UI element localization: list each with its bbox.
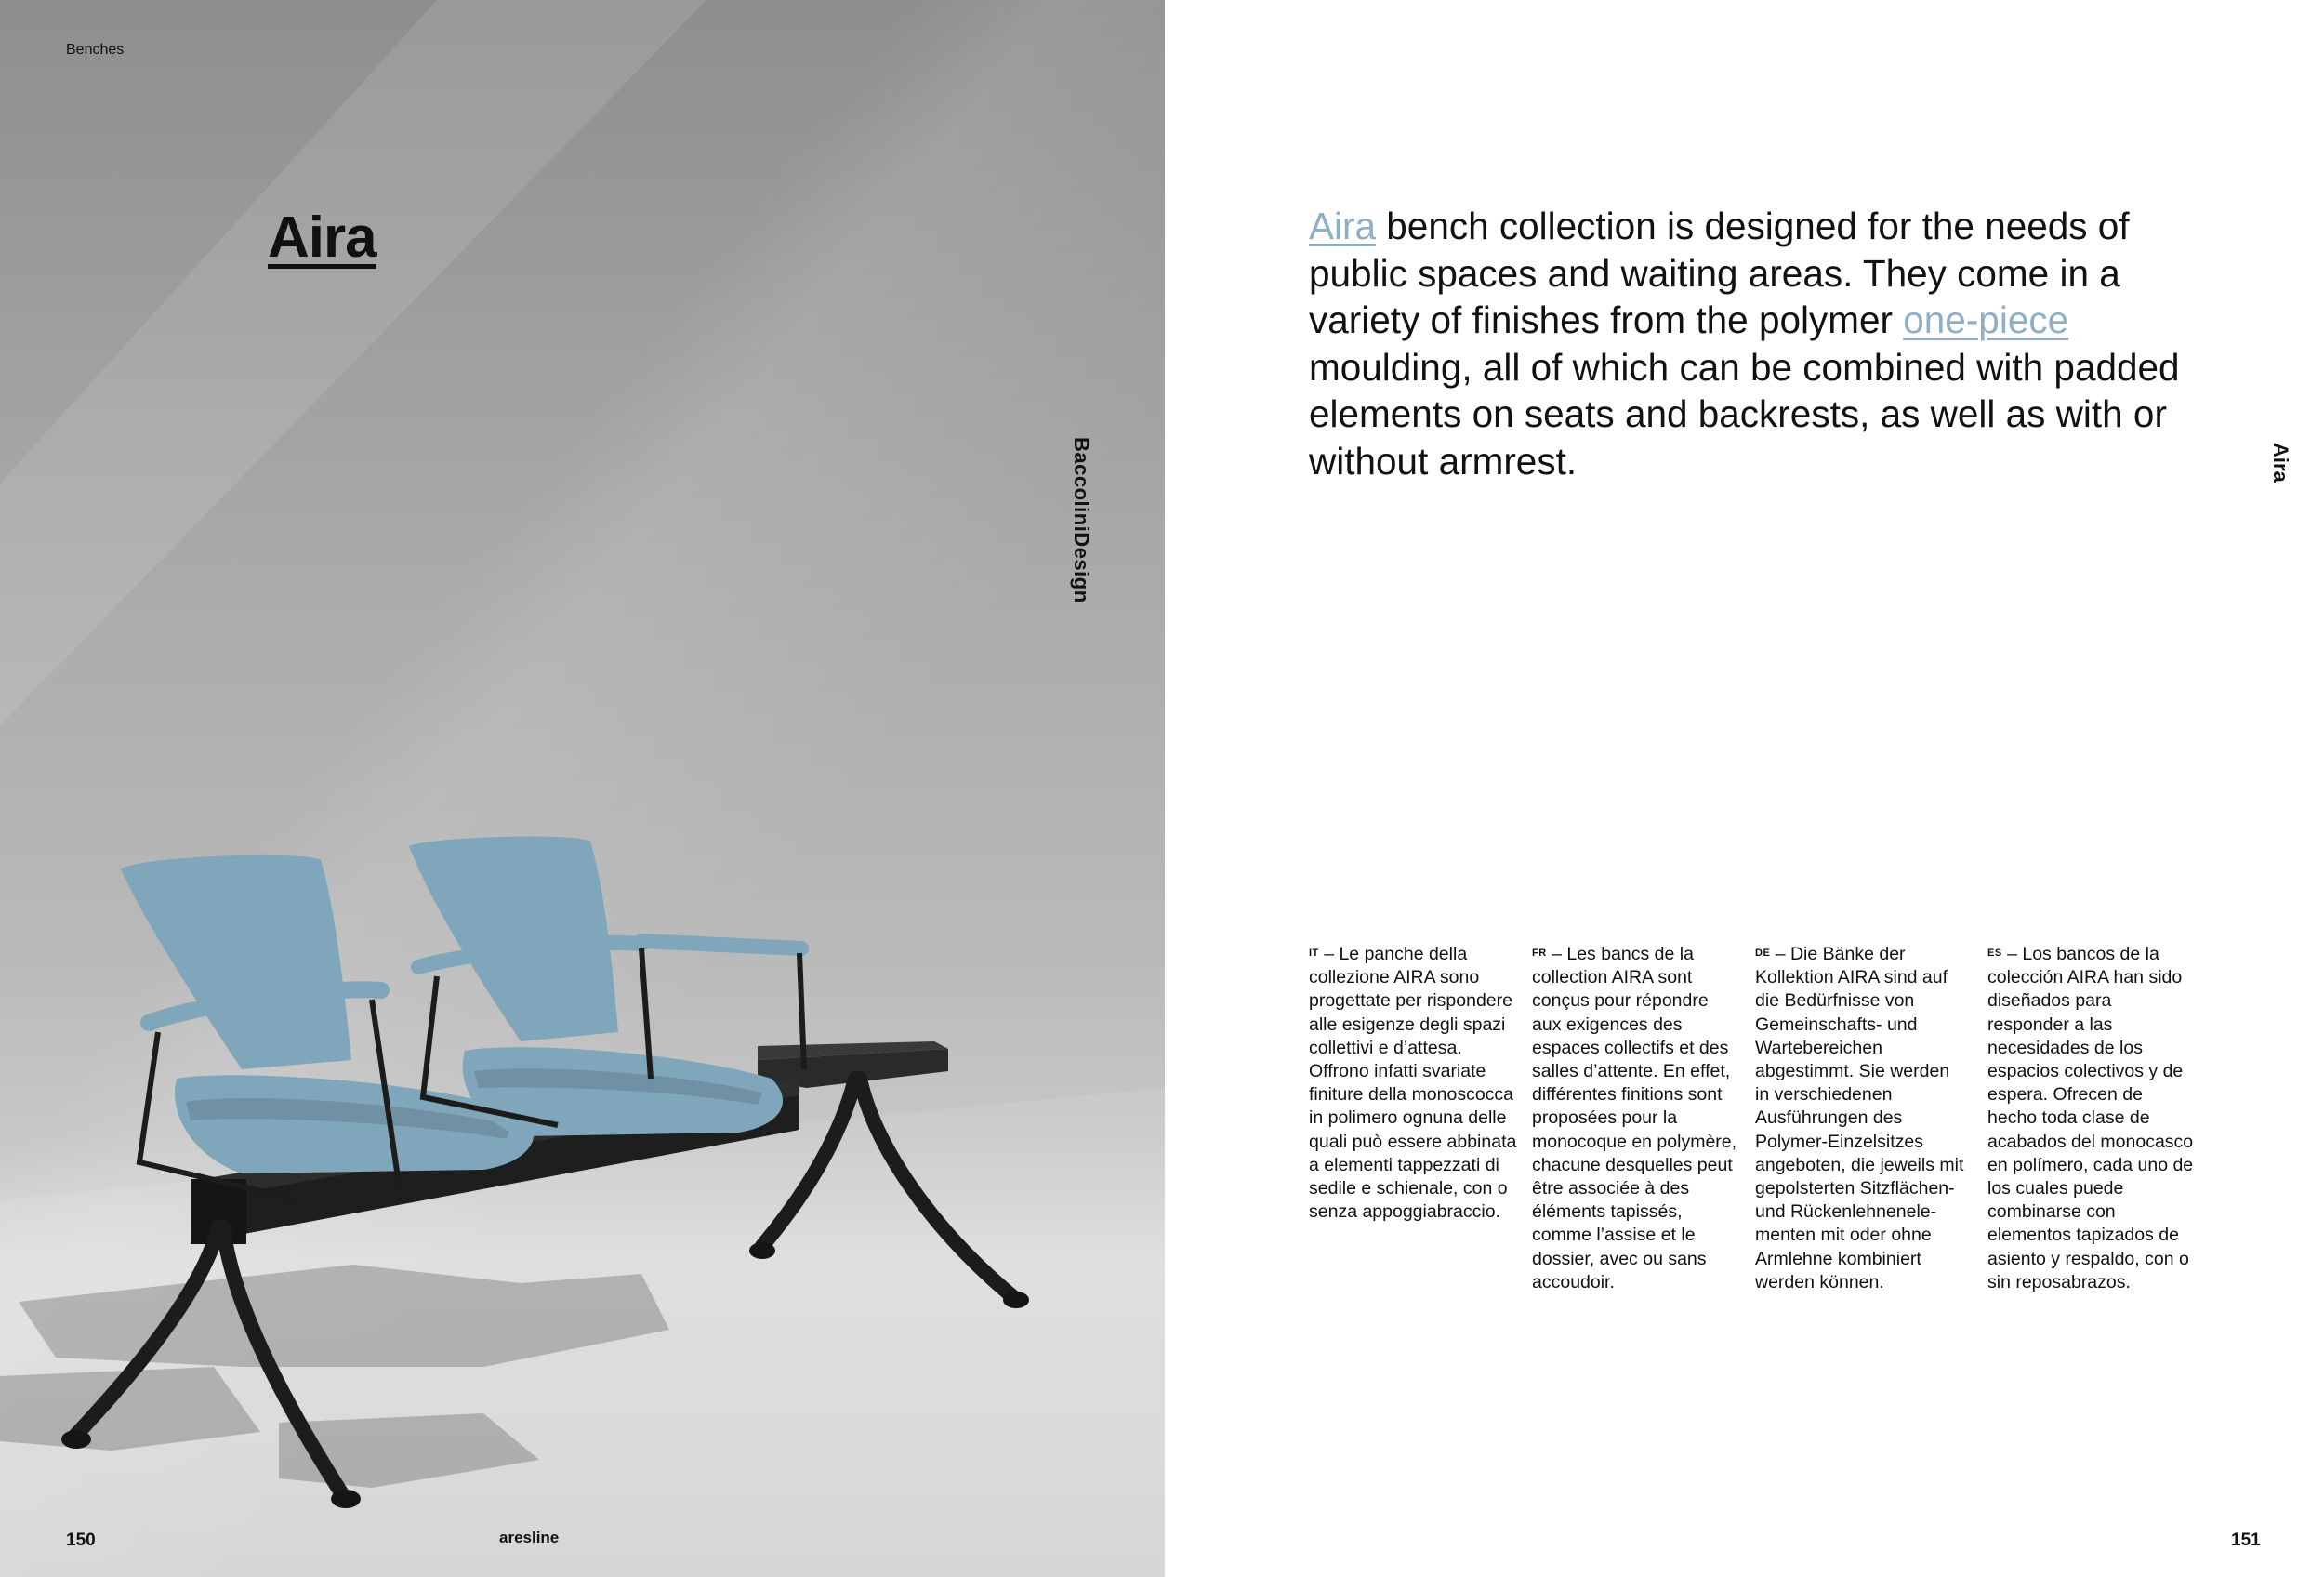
designer-credit: BaccoliniDesign [1070, 437, 1093, 603]
translation-es [1987, 942, 2197, 1294]
chair-right [409, 837, 804, 1136]
page-number-right: 151 [2231, 1531, 2261, 1550]
brand-name: aresline [499, 1529, 560, 1546]
translation-text: – Les bancs de la collection AIRA sont conçus pour répondre aux exigences des espaces collectifs et des salles d’attente. En effet, différentes finitions sont proposées pour la monocoque en polymère, chacune desquelles peut être associée à des éléments tapissés, comme l’assise et le dossier, avec ou sans accoudoir. [1532, 944, 1737, 1292]
translation-text: – Die Bänke der Kollektion AIRA sind auf die Bedürfnisse von Gemeinschafts- und Wartebereichen abgestimmt. Sie werden in verschiedenen Ausführungen des Polymer-Einzelsitzes angeboten, die jeweils mit gepolsterten Sitzflächen- und Rückenlehnenele- menten mit oder ohne Armlehne kombiniert werden können. [1755, 944, 1964, 1292]
intro-text-part2: moulding, all of which can be combined with padded elements on seats and backrests, as well as with or without armrest. [1309, 345, 2180, 483]
translation-text: – Le panche della collezione AIRA sono progettate per rispondere alle esigenze degli spazi collettivi e d’attesa. Offrono infatti svariate finiture della monoscocca in polimero ognuna delle quali può essere abbinata a elementi tappezzati di sedile e schienale, con o senza appoggiabraccio. [1309, 944, 1517, 1223]
translation-de [1755, 942, 1964, 1294]
translation-text: – Los bancos de la colección AIRA han sido diseñados para responder a las necesidades de los espacios colectivos y de espera. Ofrecen de hecho toda clase de acabados del monocasco en polímero, cada uno de los cuales puede combinarse con elementos tapizados de asiento y respaldo, con o sin reposabrazos. [1987, 944, 2194, 1292]
intro-paragraph [1309, 203, 2192, 484]
intro-link-one-piece[interactable]: one-piece [1903, 298, 2069, 341]
floor-shadow [0, 1265, 669, 1488]
page-number-left: 150 [66, 1531, 96, 1550]
intro-text-part1: bench collection is designed for the needs of public spaces and waiting areas. They come in a variety of finishes from the polymer [1309, 205, 2130, 341]
translation-fr [1532, 942, 1741, 1294]
language-code: IT [1309, 948, 1319, 959]
translation-it [1309, 942, 1518, 1224]
side-running-title: Aira [2269, 443, 2292, 483]
intro-link-aira[interactable]: Aira [1309, 205, 1377, 247]
language-code: DE [1755, 948, 1771, 959]
page-title: Aira [268, 205, 376, 270]
language-code: ES [1987, 948, 2002, 959]
language-code: FR [1532, 948, 1547, 959]
section-label: Benches [66, 42, 125, 58]
